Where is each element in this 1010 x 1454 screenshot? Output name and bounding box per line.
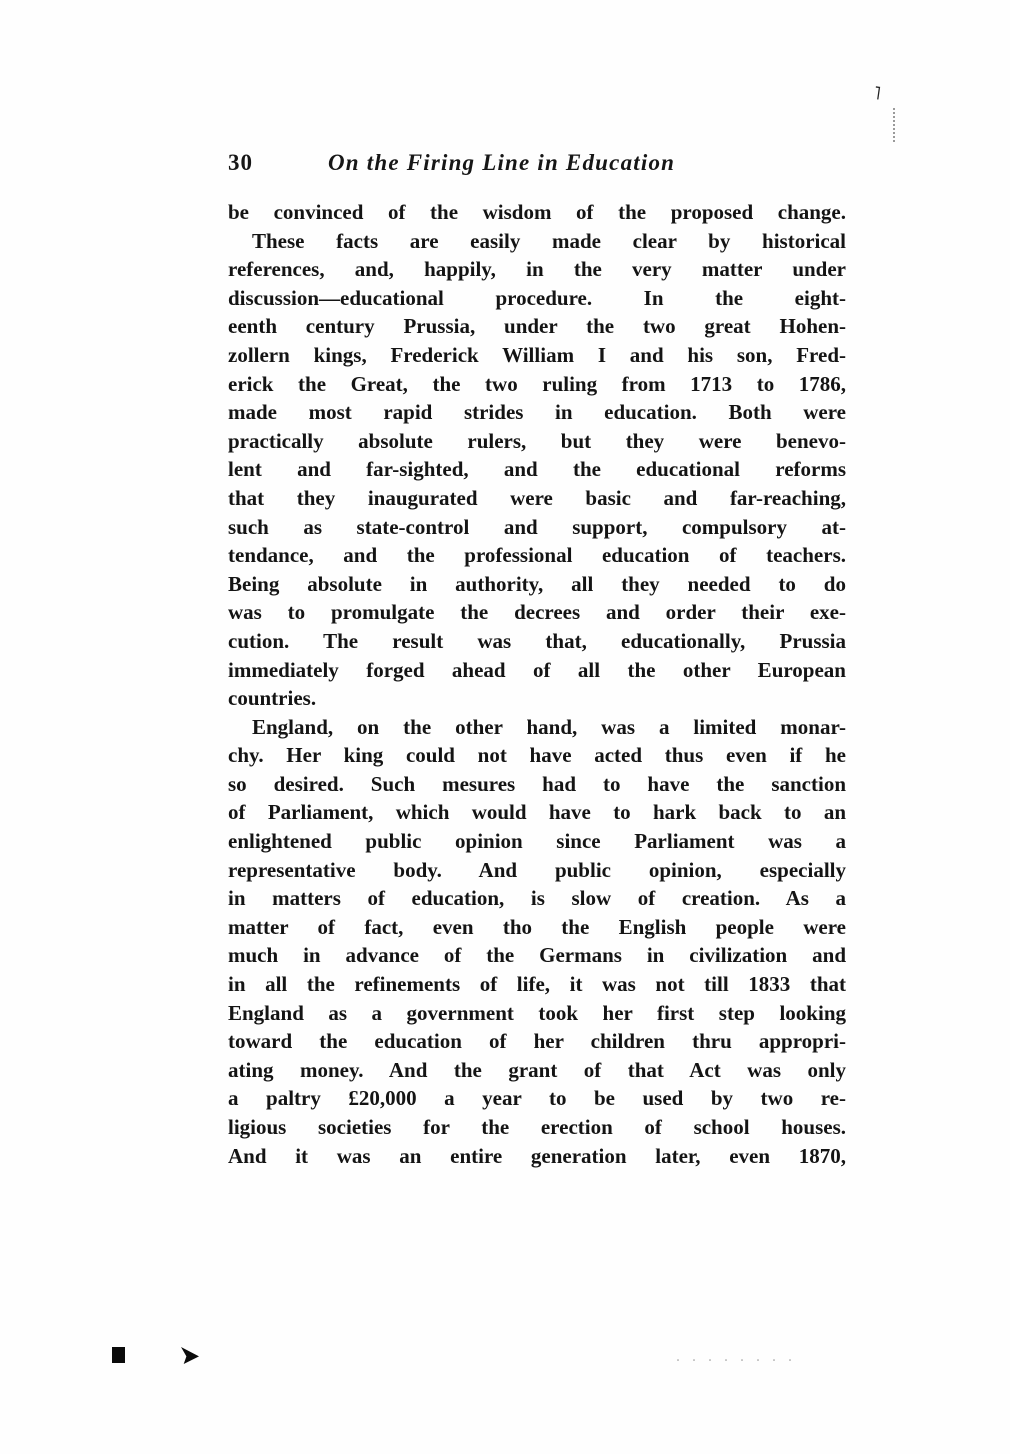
scan-speck-dots-icon [893, 108, 899, 142]
text-line: discussion—educational procedure. In the eight- [228, 285, 846, 310]
text-line: enlightened public opinion since Parliament was a [228, 829, 846, 854]
text-line: erick the Great, the two ruling from 1713 to 1786, [228, 371, 846, 396]
text-line: such as state-control and support, compulsory at- [228, 514, 846, 539]
ink-blot-triangle-icon [181, 1347, 199, 1364]
text-line: be convinced of the wisdom of the proposed change. [228, 200, 846, 224]
text-line: lent and far-sighted, and the educational reforms [228, 457, 846, 482]
text-line: eenth century Prussia, under the two great Hohen- [228, 314, 846, 339]
text-line: representative body. And public opinion, especially [228, 857, 846, 882]
text-line: references, and, happily, in the very matter under [228, 257, 846, 282]
text-line: tendance, and the professional education of teachers. [228, 543, 846, 568]
scan-noise-dots: . . . . . . . . [676, 1348, 796, 1365]
text-line: matter of fact, even tho the English people were [228, 914, 846, 939]
text-line: Being absolute in authority, all they needed to do [228, 571, 846, 596]
text-line: toward the education of her children thru appropri- [228, 1029, 846, 1054]
text-line: in all the refinements of life, it was not till 1833 that [228, 972, 846, 997]
text-line: ating money. And the grant of that Act was only [228, 1057, 846, 1082]
text-line: And it was an entire generation later, even 1870, [228, 1143, 846, 1168]
text-line: made most rapid strides in education. Both were [228, 400, 846, 425]
text-line: chy. Her king could not have acted thus even if he [228, 743, 846, 768]
text-line: was to promulgate the decrees and order their exe- [228, 600, 846, 625]
running-title: On the Firing Line in Education [328, 150, 676, 175]
text-line: of Parliament, which would have to hark back to an [228, 800, 846, 825]
text-line: immediately forged ahead of all the other European [228, 657, 846, 682]
text-line: zollern kings, Frederick William I and his son, Fred- [228, 342, 846, 367]
text-line: in matters of education, is slow of creation. As a [228, 886, 846, 911]
page-header [228, 150, 846, 182]
text-line: countries. [228, 686, 317, 711]
text-line: practically absolute rulers, but they were benevo- [228, 428, 846, 453]
text-line: cution. The result was that, educationally, Prussia [228, 628, 846, 653]
scan-speck-icon: ˥ [872, 82, 882, 104]
ink-blot-square-icon [112, 1347, 125, 1363]
text-line: much in advance of the Germans in civilization and [228, 943, 846, 968]
text-line: that they inaugurated were basic and far-reaching, [228, 485, 846, 510]
text-line: England as a government took her first step looking [228, 1000, 846, 1025]
text-line: These facts are easily made clear by historical [252, 228, 846, 253]
page-number: 30 [228, 150, 253, 175]
text-line: so desired. Such mesures had to have the sanction [228, 771, 846, 796]
body-text [228, 198, 846, 1170]
text-line: England, on the other hand, was a limited monar- [252, 714, 846, 739]
text-line: a paltry £20,000 a year to be used by two re- [228, 1086, 846, 1111]
text-line: ligious societies for the erection of school houses. [228, 1115, 846, 1139]
